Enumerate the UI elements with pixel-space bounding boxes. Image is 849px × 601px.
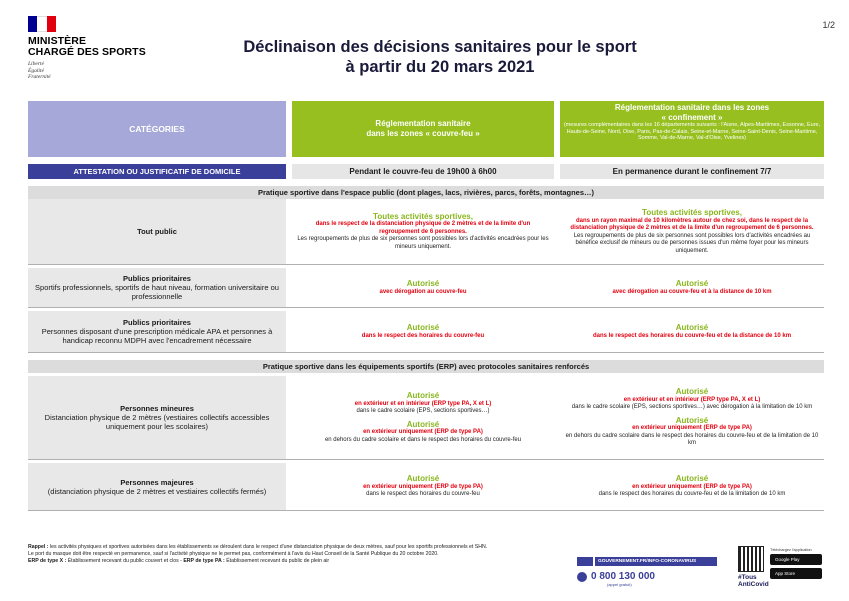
cell-heading: Autorisé — [675, 387, 709, 397]
cell-couvre-feu — [292, 199, 554, 264]
tous-line-2: AntiCovid — [738, 581, 769, 588]
cell-note: dans le respect des horaires du couvre-feu et de la limitation de 10 km — [598, 491, 786, 498]
cell-condition: en extérieur et en intérieur (ERP type PA, X et L) — [354, 400, 492, 407]
row-description: Personnes disposant d'une prescription médicale APA et personnes à handicap reconnu MDPH avec l'encadrement nécessaire — [41, 327, 273, 345]
erp-pa-label: ERP de type PA : — [183, 558, 225, 564]
ministry-logo — [28, 16, 158, 81]
cell-confinement — [560, 463, 824, 510]
rappel-text: les activités physiques et sportives autorisées dans les établissements se déroulent dans le respect d'une distanciation physique de deux mètres, sauf pour les sportifs professionnels et SHN. — [49, 544, 488, 550]
cell-condition: en extérieur uniquement (ERP de type PA) — [632, 425, 752, 432]
section-band-erp: Pratique sportive dans les équipements sportifs (ERP) avec protocoles sanitaires renforcés — [28, 360, 824, 373]
cell-condition: dans le respect des horaires du couvre-feu et de la distance de 10 km — [592, 332, 792, 339]
phone-number: 0 800 130 000 — [591, 571, 655, 582]
header-confinement-line-2: « confinement » — [661, 112, 723, 122]
title-line-2: à partir du 20 mars 2021 — [345, 58, 535, 76]
row-title-cell — [28, 463, 286, 510]
cell-heading: Autorisé — [406, 474, 440, 484]
row-title: Personnes majeures — [120, 477, 194, 487]
info-icon — [577, 557, 593, 566]
cell-heading: Autorisé — [406, 391, 440, 400]
motto — [28, 61, 158, 81]
cell-heading: Toutes activités sportives, — [642, 208, 742, 217]
cell-note: dans le respect des horaires du couvre-feu — [366, 491, 480, 498]
cell-note: en dehors du cadre scolaire dans le respect des horaires du couvre-feu et de la limitation de 10 km — [565, 432, 819, 447]
tousanticovid-logo — [738, 574, 769, 588]
cell-heading: Toutes activités sportives, — [373, 211, 473, 221]
attestation-row — [28, 164, 824, 179]
phone-icon — [577, 572, 587, 582]
cell-heading: Autorisé — [406, 419, 440, 429]
cell-condition: dans le respect de la distanciation physique de 2 mètres et de la limite d'un regroupement de 6 personnes. — [315, 221, 531, 235]
motto-fraternite: Fraternité — [28, 74, 51, 80]
header-couvre-feu-line-1: Réglementation sanitaire — [375, 119, 471, 128]
cell-note: Les regroupements de plus de six personnes sont possibles lors d'activités encadrées au bénéfice exclusif de mineurs ou de personnes issues d'un même foyer pour les mineurs uniquement. — [573, 232, 811, 254]
rules-table — [28, 101, 824, 511]
row-title: Publics prioritaires — [123, 274, 191, 283]
cell-note: dans le cadre scolaire (EPS, sections sportives…) — [356, 408, 490, 414]
cell-note: en dehors du cadre scolaire et dans le respect des horaires du couvre-feu — [324, 436, 522, 443]
cell-heading: Autorisé — [406, 323, 440, 332]
erp-x-text: Établissement recevant du public couvert et clos - — [67, 558, 182, 564]
erp-pa-text: Établissement recevant du public de plein air — [226, 558, 330, 564]
header-couvre-feu — [292, 101, 554, 157]
footer-notes — [28, 544, 548, 565]
hotline-phone — [577, 571, 717, 582]
row-personnes-majeures — [28, 463, 824, 511]
row-prioritaires-sportifs — [28, 268, 824, 308]
cell-note: dans le cadre scolaire (EPS, sections sportives…) avec dérogation à la limitation de 10 km — [571, 404, 813, 411]
rappel-label: Rappel : — [28, 544, 49, 550]
cell-condition: en extérieur et en intérieur (ERP type PA, X et L) — [623, 396, 761, 403]
logo-line-1: MINISTÈRE — [28, 35, 87, 47]
qr-code-icon — [738, 546, 764, 572]
attestation-confinement: En permanence durant le confinement 7/7 — [560, 164, 824, 179]
french-flag-icon — [28, 16, 56, 32]
header-confinement — [560, 101, 824, 157]
row-tout-public — [28, 199, 824, 265]
footer-rappel — [28, 544, 548, 551]
cell-condition: dans un rayon maximal de 10 kilomètres autour de chez soi, dans le respect de la distanciation physique de 2 mètres et de la limite d'un regroupement de 6 personnes. — [570, 217, 814, 231]
cell-condition: en extérieur uniquement (ERP de type PA) — [632, 483, 752, 490]
cell-heading: Autorisé — [675, 474, 709, 484]
header-row — [28, 101, 824, 157]
cell-heading: Autorisé — [675, 279, 709, 288]
row-title-cell — [28, 376, 286, 459]
gov-url: GOUVERNEMENT.FR/INFO-CORONAVIRUS — [595, 557, 717, 566]
cell-couvre-feu — [292, 311, 554, 352]
footer-masque: Le port du masque doit être respecté en permanence, sauf si l'activité physique ne le permet pas, conformément à l'avis du Haut Conseil de la Santé Publique du 20 octobre 2020. — [28, 551, 439, 557]
phone-subtitle: (appel gratuit) — [607, 582, 632, 587]
row-description: (distanciation physique de 2 mètres et vestiaires collectifs fermés) — [47, 486, 267, 496]
cell-condition: avec dérogation au couvre-feu et à la distance de 10 km — [612, 288, 772, 295]
erp-x-label: ERP de type X : — [28, 558, 67, 564]
header-categories: CATÉGORIES — [28, 101, 286, 157]
row-title-cell — [28, 199, 286, 264]
row-title-cell — [28, 311, 286, 352]
cell-condition: en extérieur uniquement (ERP de type PA) — [363, 483, 483, 490]
row-personnes-mineures — [28, 376, 824, 460]
row-title: Personnes mineures — [120, 404, 194, 413]
title-line-1: Déclinaison des décisions sanitaires pour le sport — [243, 38, 637, 56]
attestation-couvre-feu: Pendant le couvre-feu de 19h00 à 6h00 — [292, 164, 554, 179]
cell-condition: en extérieur uniquement (ERP de type PA) — [363, 429, 483, 435]
cell-confinement — [560, 376, 824, 459]
motto-liberte: Liberté — [28, 61, 44, 67]
page-title — [160, 37, 720, 77]
cell-note: Les regroupements de plus de six personnes sont possibles lors d'activités encadrées pour les mineurs uniquement. — [297, 236, 549, 250]
cell-condition: dans le respect des horaires du couvre-feu — [361, 332, 485, 339]
cell-confinement — [560, 199, 824, 264]
app-stores — [770, 548, 822, 582]
row-prioritaires-apa — [28, 311, 824, 353]
cell-confinement — [560, 268, 824, 307]
google-play-badge[interactable]: Google Play — [770, 554, 822, 565]
cell-couvre-feu — [292, 463, 554, 510]
app-caption: Téléchargez l'application — [770, 548, 812, 552]
logo-line-2: CHARGÉ DES SPORTS — [28, 46, 146, 58]
app-store-badge[interactable]: App Store — [770, 568, 822, 579]
cell-couvre-feu — [292, 376, 554, 459]
cell-condition: avec dérogation au couvre-feu — [379, 288, 467, 295]
row-description: Sportifs professionnels, sportifs de haut niveau, formation universitaire ou professionnelle — [35, 283, 279, 301]
cell-heading: Autorisé — [675, 323, 709, 332]
header-couvre-feu-line-2: dans les zones « couvre-feu » — [366, 129, 480, 138]
gov-link[interactable] — [577, 557, 717, 566]
motto-egalite: Égalité — [28, 67, 44, 74]
hotline-block — [577, 557, 717, 587]
row-title: Tout public — [137, 227, 177, 236]
page-number: 1/2 — [822, 20, 835, 30]
row-title-cell — [28, 268, 286, 307]
section-band-public-space: Pratique sportive dans l'espace public (dont plages, lacs, rivières, parcs, forêts, montagnes…) — [28, 186, 824, 199]
cell-heading: Autorisé — [406, 279, 440, 288]
cell-heading: Autorisé — [675, 415, 709, 425]
tous-line-1: #Tous — [738, 574, 757, 581]
cell-couvre-feu — [292, 268, 554, 307]
row-title: Publics prioritaires — [123, 318, 191, 327]
footer-erp — [28, 558, 548, 565]
attestation-label: ATTESTATION OU JUSTIFICATIF DE DOMICILE — [28, 164, 286, 179]
cell-confinement — [560, 311, 824, 352]
header-confinement-line-1: Réglementation sanitaire dans les zones — [614, 103, 770, 112]
row-description: Distanciation physique de 2 mètres (vestiaires collectifs accessibles uniquement pour les scolaires) — [44, 413, 270, 431]
header-confinement-departments: (mesures complémentaires dans les 16 départements suivants : l'Aisne, Alpes-Maritimes, Essonne, Eure, Hauts-de-Seine, Nord, Oise, Paris, Pas-de-Calais, Seine-et-Marne, Seine-Saint-Denis, Seine-Maritime, Somme, Val-de-Marne, Val-d'Oise, Yvelines) — [563, 122, 821, 141]
